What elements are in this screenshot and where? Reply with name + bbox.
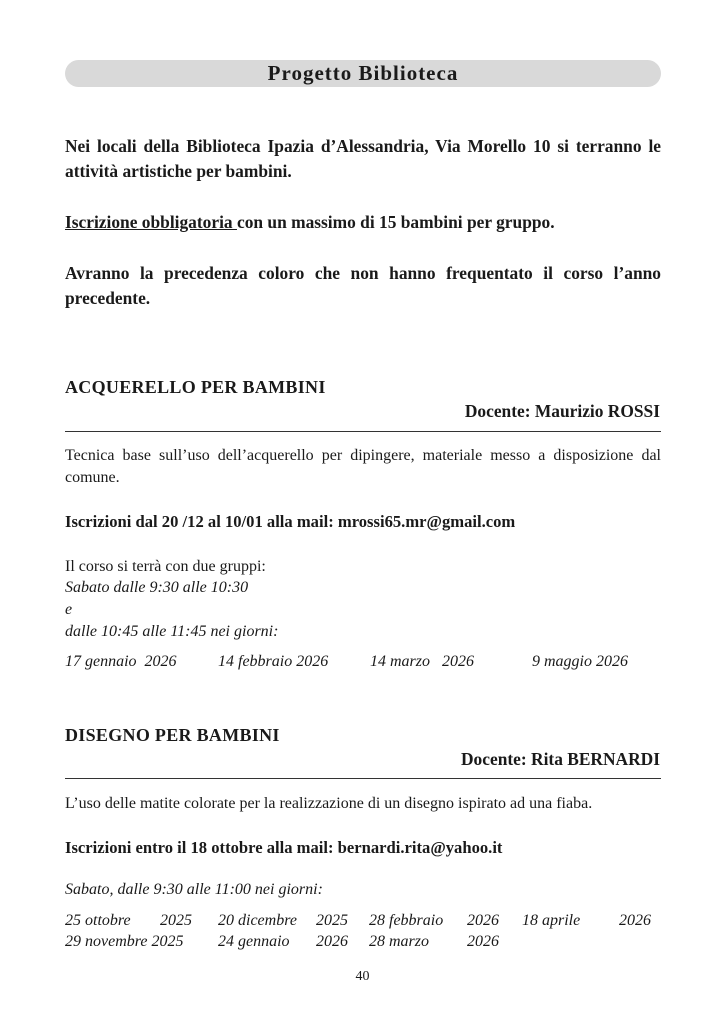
section-divider <box>65 778 661 779</box>
course-teacher-drawing: Docente: Rita BERNARDI <box>461 749 660 769</box>
intro-paragraph-registration <box>65 210 661 235</box>
page-number: 40 <box>355 969 370 984</box>
course-date: 20 dicembre <box>218 912 297 929</box>
groups-conjunction: e <box>65 601 73 618</box>
course-description-watercolor: Tecnica base sull’uso dell’acquerello per dipingere, materiale messo a disposizione dal comune. <box>65 447 661 486</box>
course-date: 9 maggio 2026 <box>532 653 628 670</box>
section-divider <box>65 431 661 432</box>
course-registration-watercolor: Iscrizioni dal 20 /12 al 10/01 alla mail: mrossi65.mr@gmail.com <box>65 512 516 531</box>
course-heading-drawing: DISEGNO PER BAMBINI <box>65 725 280 745</box>
intro-paragraph-priority: Avranno la precedenza coloro che non hanno frequentato il corso l’anno precedente. <box>65 263 661 308</box>
registration-limit-text: con un massimo di 15 bambini per gruppo. <box>236 212 555 232</box>
course-date: 17 gennaio 2026 <box>65 653 177 670</box>
registration-mandatory-text: Iscrizione obbligatoria <box>65 212 237 232</box>
course-date: 18 aprile <box>522 912 581 929</box>
course-date-year: 2026 <box>619 912 651 929</box>
course-date: 28 marzo <box>369 933 430 950</box>
group-one-schedule: Sabato dalle 9:30 alle 10:30 <box>65 579 249 596</box>
page-title: Progetto Biblioteca <box>65 60 661 87</box>
course-registration-drawing: Iscrizioni entro il 18 ottobre alla mail: bernardi.rita@yahoo.it <box>65 838 503 857</box>
group-two-schedule: dalle 10:45 alle 11:45 nei giorni: <box>65 623 279 640</box>
course-description-drawing: L’uso delle matite colorate per la realizzazione di un disegno ispirato ad una fiaba. <box>65 795 593 812</box>
course-date-year: 2026 <box>316 933 348 950</box>
course-heading-watercolor: ACQUERELLO PER BAMBINI <box>65 377 326 397</box>
intro-paragraph-location: Nei locali della Biblioteca Ipazia d’Alessandria, Via Morello 10 si terranno le attività artistiche per bambini. <box>65 136 661 181</box>
course-teacher-watercolor: Docente: Maurizio ROSSI <box>464 401 660 421</box>
course-date-year: 2025 <box>316 912 348 929</box>
course-date: 14 febbraio 2026 <box>218 653 329 670</box>
course-date: 25 ottobre <box>65 912 131 929</box>
course-date: 29 novembre 2025 <box>65 933 184 950</box>
course-date-year: 2026 <box>467 933 499 950</box>
groups-intro-text: Il corso si terrà con due gruppi: <box>65 558 266 575</box>
course-date: 24 gennaio <box>218 933 290 950</box>
course-date-year: 2025 <box>160 912 192 929</box>
course-date-year: 2026 <box>467 912 499 929</box>
course-date: 14 marzo 2026 <box>370 653 475 670</box>
course-schedule-drawing: Sabato, dalle 9:30 alle 11:00 nei giorni: <box>65 881 323 898</box>
course-date: 28 febbraio <box>369 912 444 929</box>
